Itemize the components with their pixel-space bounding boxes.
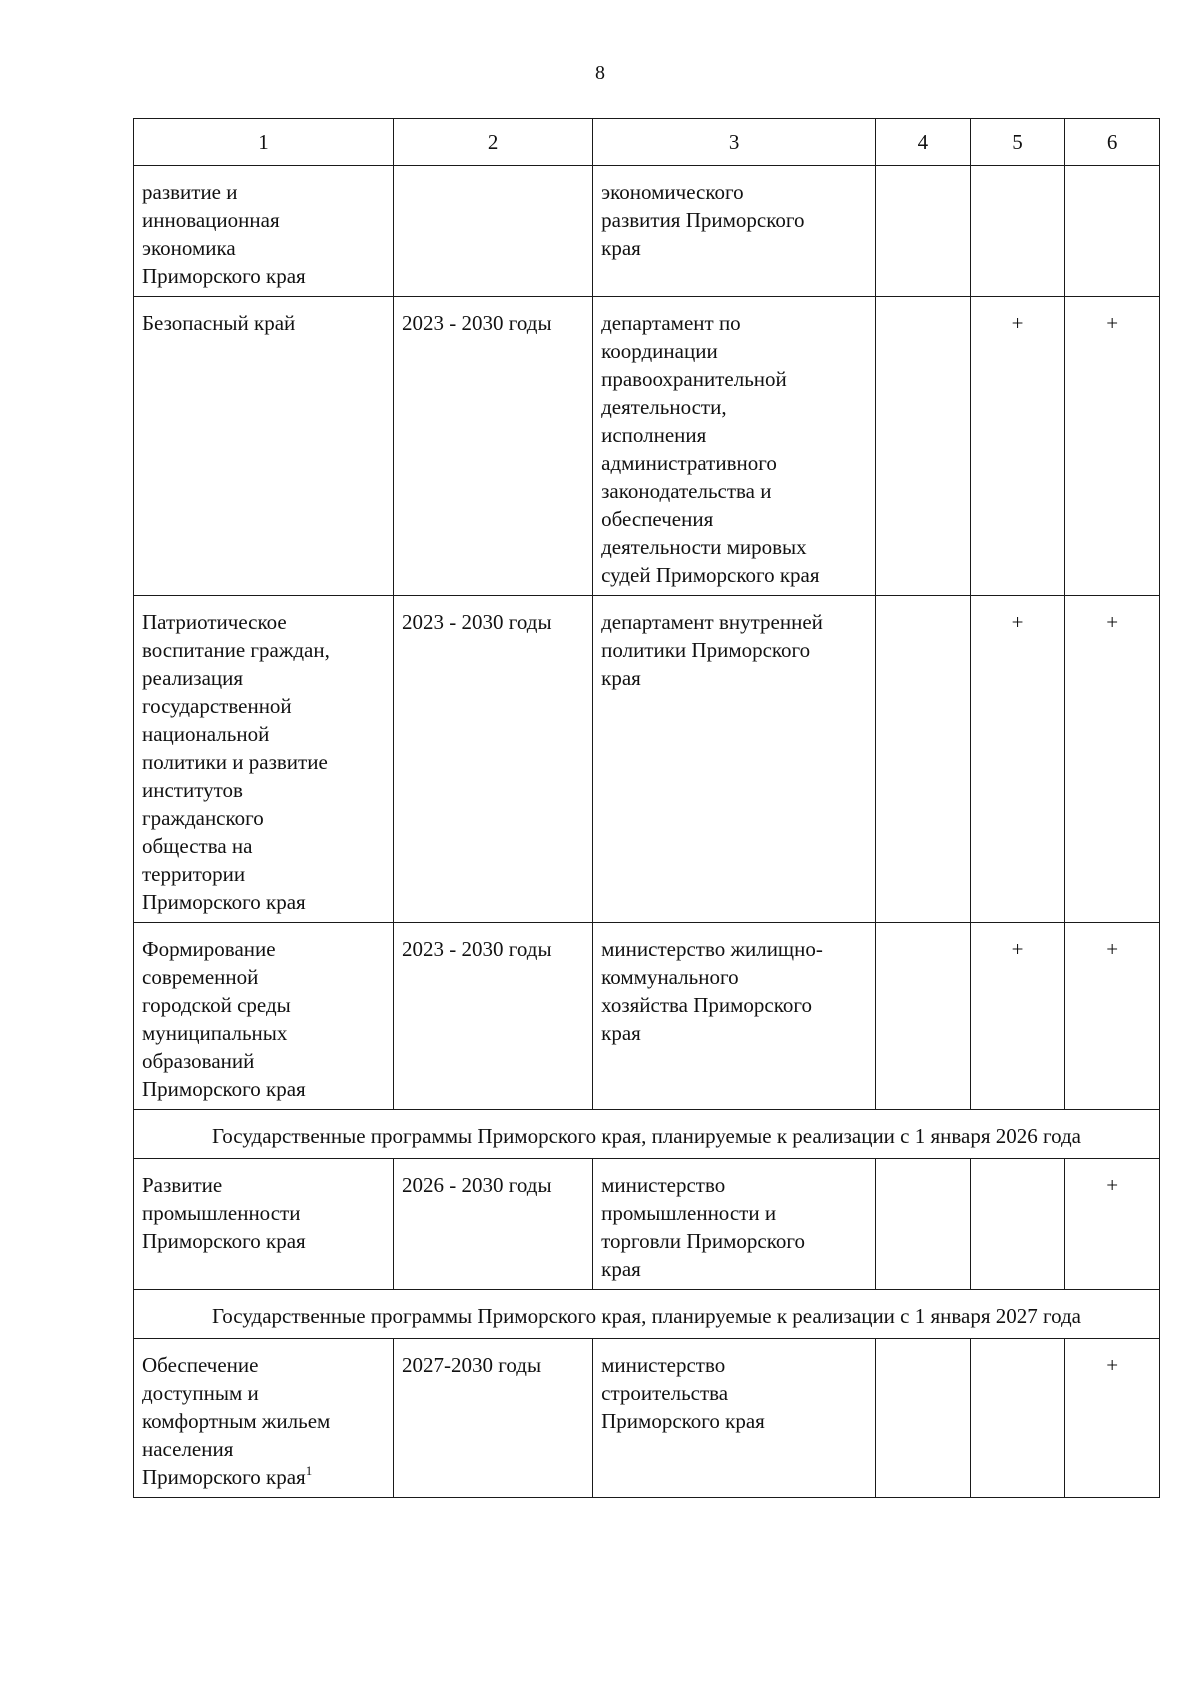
table-row (134, 297, 1160, 596)
table-row (134, 1339, 1160, 1498)
section-heading-2026: Государственные программы Приморского края, планируемые к реализации с 1 января 2026 года (134, 1110, 1160, 1159)
header-cell: 3 (593, 119, 876, 166)
header-cell: 1 (134, 119, 394, 166)
header-cell: 2 (394, 119, 593, 166)
period-cell: 2023 - 2030 годы (394, 297, 593, 596)
col6-cell: + (1065, 1159, 1160, 1290)
table-header-row (134, 119, 1160, 166)
program-name-text: Обеспечение доступным и комфортным жильем населения Приморского края (142, 1353, 331, 1489)
section-heading-row (134, 1110, 1160, 1159)
header-cell: 5 (970, 119, 1065, 166)
table-row (134, 923, 1160, 1110)
executor-cell: департамент внутренней политики Приморского края (593, 596, 876, 923)
col6-cell (1065, 166, 1160, 297)
col6-cell: + (1065, 297, 1160, 596)
col4-cell (876, 166, 971, 297)
col4-cell (876, 297, 971, 596)
col5-cell: + (970, 923, 1065, 1110)
period-cell (394, 166, 593, 297)
col5-cell: + (970, 596, 1065, 923)
col4-cell (876, 1159, 971, 1290)
col6-cell: + (1065, 596, 1160, 923)
program-name-cell (134, 1339, 394, 1498)
program-name-cell: Патриотическое воспитание граждан, реализация государственной национальной политики и развитие институтов гражданского общества на территории Приморского края (134, 596, 394, 923)
section-heading-2027: Государственные программы Приморского края, планируемые к реализации с 1 января 2027 года (134, 1290, 1160, 1339)
col5-cell (970, 1339, 1065, 1498)
program-name-cell: Формирование современной городской среды муниципальных образований Приморского края (134, 923, 394, 1110)
table-row (134, 166, 1160, 297)
table-row (134, 1159, 1160, 1290)
executor-cell: экономического развития Приморского края (593, 166, 876, 297)
col6-cell: + (1065, 923, 1160, 1110)
page-number: 8 (595, 62, 605, 84)
col4-cell (876, 596, 971, 923)
programs-table (133, 118, 1160, 1498)
program-name-cell: Развитие промышленности Приморского края (134, 1159, 394, 1290)
col6-cell: + (1065, 1339, 1160, 1498)
executor-cell: департамент по координации правоохранительной деятельности, исполнения административного законодательства и обеспечения деятельности мировых судей Приморского края (593, 297, 876, 596)
col5-cell (970, 1159, 1065, 1290)
header-cell: 4 (876, 119, 971, 166)
program-name-cell: развитие и инновационная экономика Приморского края (134, 166, 394, 297)
col5-cell (970, 166, 1065, 297)
executor-cell: министерство жилищно- коммунального хозяйства Приморского края (593, 923, 876, 1110)
col4-cell (876, 923, 971, 1110)
period-cell: 2026 - 2030 годы (394, 1159, 593, 1290)
header-cell: 6 (1065, 119, 1160, 166)
executor-cell: министерство строительства Приморского края (593, 1339, 876, 1498)
executor-cell: министерство промышленности и торговли Приморского края (593, 1159, 876, 1290)
program-name-cell: Безопасный край (134, 297, 394, 596)
footnote-marker: 1 (305, 1463, 313, 1478)
period-cell: 2023 - 2030 годы (394, 923, 593, 1110)
period-cell: 2023 - 2030 годы (394, 596, 593, 923)
col5-cell: + (970, 297, 1065, 596)
period-cell: 2027-2030 годы (394, 1339, 593, 1498)
table-row (134, 596, 1160, 923)
section-heading-row (134, 1290, 1160, 1339)
col4-cell (876, 1339, 971, 1498)
